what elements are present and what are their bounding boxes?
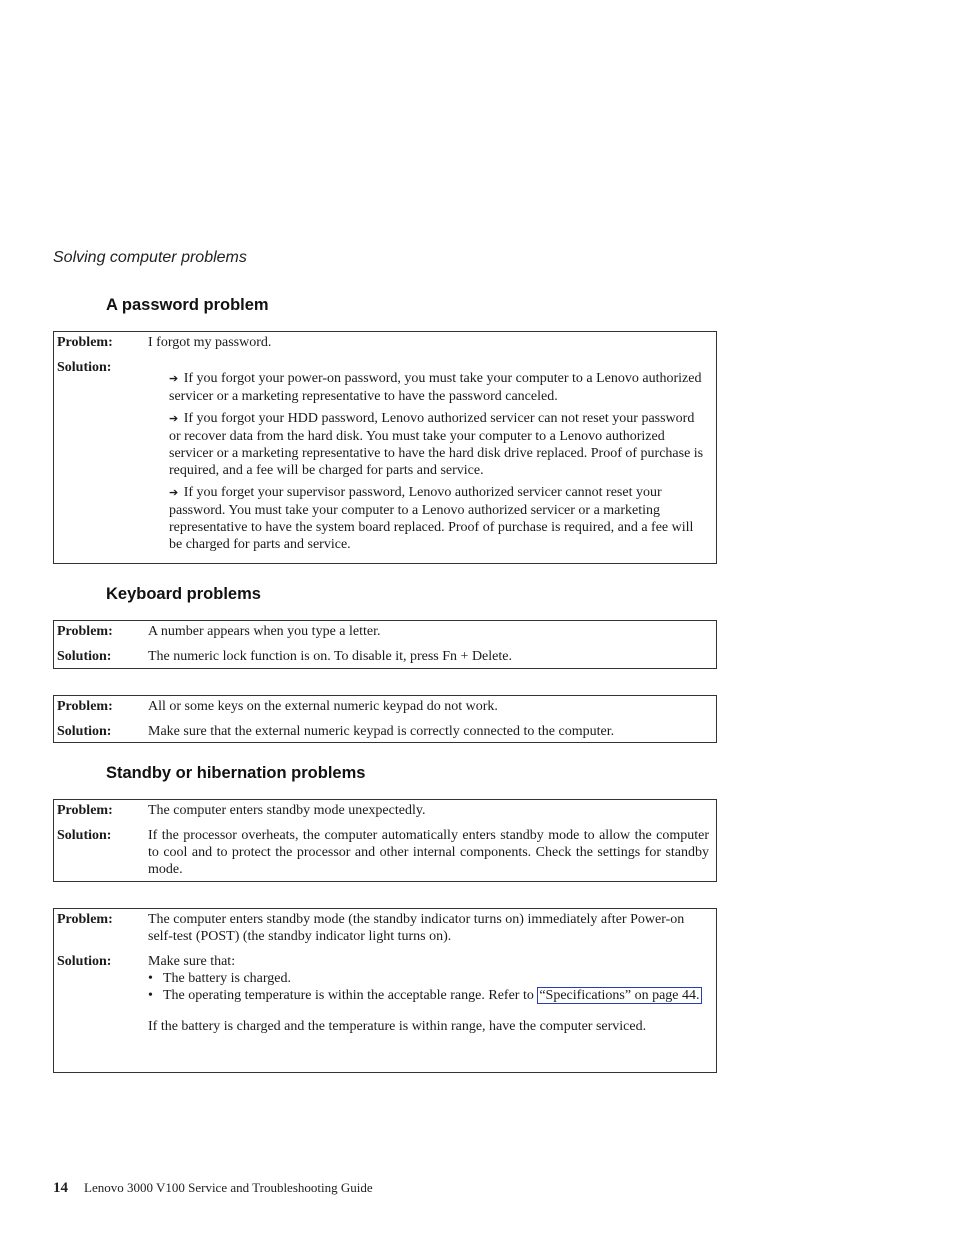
problem-row	[54, 334, 716, 351]
solution-row	[54, 953, 716, 1035]
bullet-icon: •	[148, 988, 153, 1003]
problem-text: All or some keys on the external numeric keypad do not work.	[148, 699, 498, 714]
standby-problem-box-1	[53, 799, 717, 882]
solution-label: Solution:	[57, 360, 112, 375]
solution-label: Solution:	[57, 954, 112, 969]
solution-label: Solution:	[57, 828, 112, 843]
solution-text: The numeric lock function is on. To disable it, press Fn + Delete.	[148, 649, 512, 664]
solution-item: ➔ If you forgot your power-on password, you must take your computer to a Lenovo authorized servicer or a marketing representative to have the password canceled.	[169, 371, 702, 404]
solution-row	[54, 723, 716, 740]
solution-row	[54, 359, 716, 553]
page-number: 14	[53, 1180, 68, 1196]
arrow-icon: ➔	[169, 373, 179, 385]
specifications-link[interactable]: “Specifications” on page 44.	[539, 988, 700, 1003]
problem-text: The computer enters standby mode unexpectedly.	[148, 803, 426, 818]
problem-label: Problem:	[57, 624, 113, 639]
running-head: Solving computer problems	[53, 249, 247, 266]
solution-content	[148, 953, 716, 1035]
problem-text: The computer enters standby mode (the standby indicator turns on) immediately after Power-on self-test (POST) (the standby indicator light turns on).	[148, 912, 685, 944]
page-footer	[53, 1180, 373, 1197]
solution-list	[169, 359, 709, 553]
problem-row	[54, 698, 716, 715]
problem-text: A number appears when you type a letter.	[148, 624, 381, 639]
section-title-password: A password problem	[106, 296, 269, 314]
problem-label: Problem:	[57, 699, 113, 714]
arrow-icon: ➔	[169, 487, 179, 499]
problem-text: I forgot my password.	[148, 335, 272, 350]
problem-row	[54, 911, 716, 945]
section-title-standby: Standby or hibernation problems	[106, 764, 366, 782]
keyboard-problem-box-1	[53, 620, 717, 669]
solution-text: If the processor overheats, the computer automatically enters standby mode to allow the computer to cool and to protect the processor and other internal components. Check the settings for standby mode.	[148, 828, 709, 877]
arrow-icon: ➔	[169, 413, 179, 425]
solution-row	[54, 648, 716, 665]
section-title-keyboard: Keyboard problems	[106, 585, 261, 603]
solution-intro: Make sure that:	[148, 954, 236, 969]
solution-item: ➔ If you forget your supervisor password, Lenovo authorized servicer cannot reset your password. You must take your computer to a Lenovo authorized servicer or a marketing representative to have the system board replaced. Proof of purchase is required, and a fee will be charged for parts and service.	[169, 485, 694, 552]
standby-problem-box-2	[53, 908, 717, 1073]
book-title: Lenovo 3000 V100 Service and Troubleshooting Guide	[84, 1180, 373, 1195]
solution-closing: If the battery is charged and the temperature is within range, have the computer serviced.	[148, 1019, 647, 1034]
list-item: • The battery is charged.	[148, 971, 292, 986]
solution-bullets	[148, 970, 709, 1004]
bullet-icon: •	[148, 971, 153, 986]
problem-label: Problem:	[57, 912, 113, 927]
list-item: • The operating temperature is within the acceptable range. Refer to “Specifications” on page 44.	[148, 988, 700, 1003]
solution-row	[54, 827, 716, 878]
solution-item: ➔ If you forgot your HDD password, Lenovo authorized servicer can not reset your password or recover data from the hard disk. You must take your computer to a Lenovo authorized servicer or a marketing representative to have the hard disk drive replaced. Proof of purchase is required, and a fee will be charged for parts and service.	[169, 411, 704, 478]
solution-content	[148, 359, 716, 553]
problem-row	[54, 802, 716, 819]
password-problem-box	[53, 331, 717, 564]
problem-label: Problem:	[57, 803, 113, 818]
problem-label: Problem:	[57, 335, 113, 350]
solution-text: Make sure that the external numeric keypad is correctly connected to the computer.	[148, 724, 615, 739]
keyboard-problem-box-2	[53, 695, 717, 743]
solution-label: Solution:	[57, 724, 112, 739]
problem-row	[54, 623, 716, 640]
solution-label: Solution:	[57, 649, 112, 664]
